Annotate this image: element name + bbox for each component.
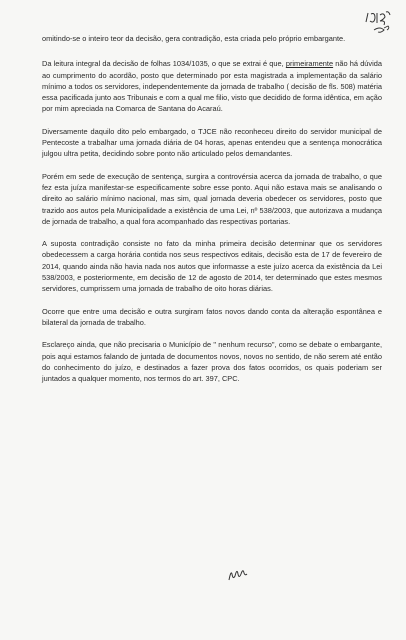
paragraph: Ocorre que entre uma decisão e outra surgiram fatos novos dando conta da alteração espontânea e bilateral da jornada de trabalho. xyxy=(42,306,382,327)
initials-signature-icon xyxy=(226,566,256,584)
handwritten-initials xyxy=(226,566,256,584)
paragraph xyxy=(42,58,382,114)
underlined-word: primeiramente xyxy=(285,59,334,69)
paragraph: Esclareço ainda, que não precisaria o Município de " nenhum recurso", como se debate o embargante, pois aqui estamos falando de juntada de documentos novos, novos no sentido, de não serem até então do conhecimento do juízo, e destinados a fazer prova dos fatos ocorridos, os quais poderiam ser juntados a qualquer momento, nos termos do art. 397, CPC. xyxy=(42,340,382,384)
paragraph: A suposta contradição consiste no fato da minha primeira decisão determinar que os servidores obedecessem a carga horária contida nos seus respectivos editais, decisão esta de 17 de fevereiro de 2014, quando ainda não havia nada nos autos que informasse a este juízo acerca da existência da Lei 538/2003, e posteriormente, em decisão de 12 de agosto de 2014, ter determinado que estes mesmos servidores, cumprissem uma jornada de trabalho de oito horas diárias. xyxy=(42,239,382,294)
document-body xyxy=(42,33,382,395)
paragraph: omitindo-se o inteiro teor da decisão, gera contradição, esta criada pelo próprio embargante. xyxy=(42,34,346,43)
paragraph-text: Da leitura integral da decisão de folhas 1034/1035, o que se extrai é que, xyxy=(42,59,286,69)
paragraph-text: não há dúvida ao cumprimento do acordão, posto que determinado por esta magistrada a implementação da salário mínimo a todos os servidores, independentemente da jornada de trabalho ( decisão de fls. 508) matéria essa pacificada junto aos Tribunais e com a qual me filio, visto que decidido de forma idêntica, em ação por mim apreciada na Comarca de Santana do Acaraú. xyxy=(42,59,382,114)
paragraph: Porém em sede de execução de sentença, surgira a controvérsia acerca da jornada de trabalho, o que fez esta juíza manifestar-se especificamente sobre esse ponto. Aqui não estava mais se analisando o direito ao salário mínimo nacional, mas sim, qual jornada deveria obedecer os servidores, posto que trazido aos autos pela Municipalidade a existência de uma Lei, nº 538/2003, que autorizava a mudança de jornada de trabalho, a qual fora acompanhado das respectivas portarias. xyxy=(42,171,382,226)
paragraph: Diversamente daquilo dito pelo embargado, o TJCE não reconheceu direito do servidor municipal de Pentecoste a trabalhar uma jornada diária de 04 horas, apenas entendeu que a sentença monocrática julgou ultra petita, decidindo sobre ponto não articulado pelos demandantes. xyxy=(42,126,382,159)
